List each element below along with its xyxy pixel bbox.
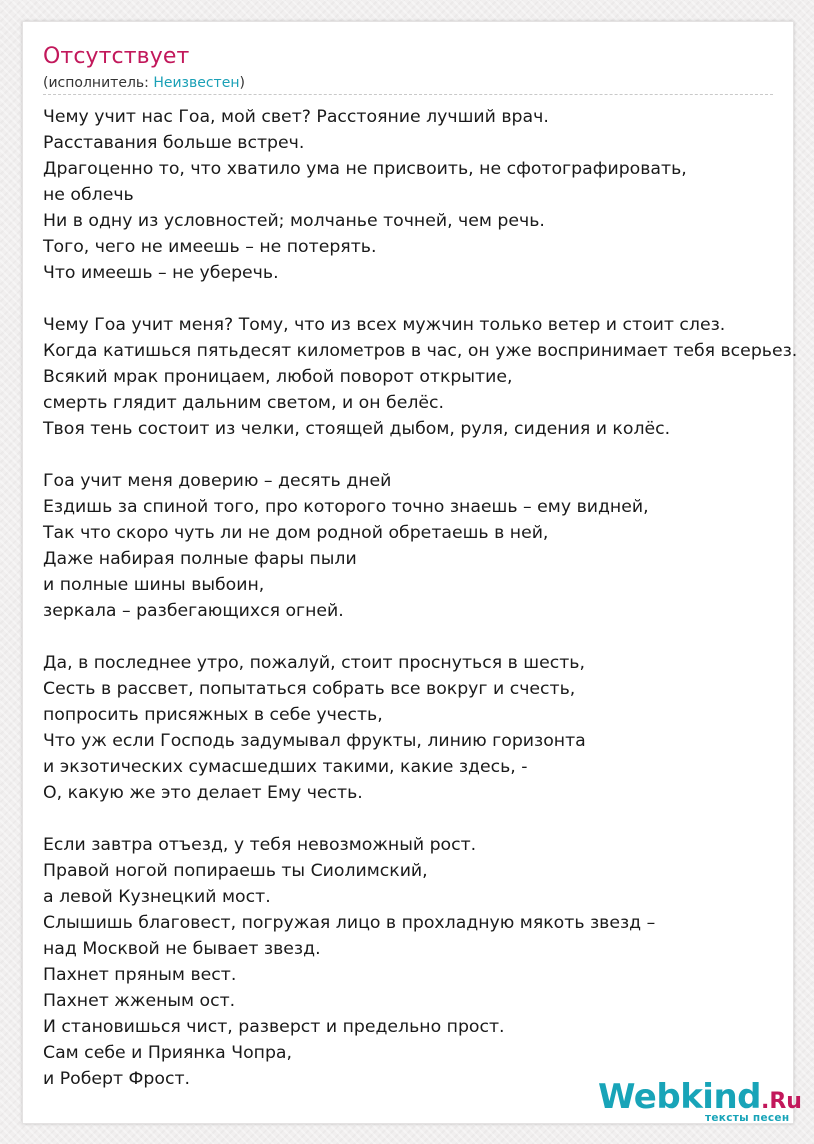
- logo-subtitle: тексты песен: [705, 1112, 790, 1124]
- lyrics-card: [22, 21, 802, 1124]
- lyric-line: Да, в последнее утро, пожалуй, стоит проснуться в шесть,: [43, 653, 585, 673]
- lyric-line: Правой ногой попираешь ты Сиолимский,: [43, 861, 428, 881]
- lyric-line: Всякий мрак проницаем, любой поворот открытие,: [43, 367, 513, 387]
- lyric-line: попросить присяжных в себе учесть,: [43, 705, 383, 725]
- lyric-line: а левой Кузнецкий мост.: [43, 887, 271, 907]
- artist-suffix: ): [239, 75, 245, 91]
- lyric-line: над Москвой не бывает звезд.: [43, 939, 321, 959]
- lyric-line: Слышишь благовест, погружая лицо в прохладную мякоть звезд –: [43, 913, 656, 933]
- lyric-line: Чему Гоа учит меня? Тому, что из всех мужчин только ветер и стоит слез.: [43, 315, 726, 335]
- stanza-gap: [43, 624, 814, 650]
- lyric-line: Что имеешь – не уберечь.: [43, 263, 279, 283]
- lyric-line: Ездишь за спиной того, про которого точно знаешь – ему видней,: [43, 497, 649, 517]
- lyric-line: Сам себе и Приянка Чопра,: [43, 1043, 293, 1063]
- lyric-line: и полные шины выбоин,: [43, 575, 265, 595]
- artist-link[interactable]: Неизвестен: [153, 75, 240, 91]
- lyric-line: Гоа учит меня доверию – десять дней: [43, 471, 392, 491]
- site-logo[interactable]: [598, 1077, 802, 1127]
- lyric-line: Чему учит нас Гоа, мой свет? Расстояние лучший врач.: [43, 107, 549, 127]
- song-title: Отсутствует: [43, 44, 190, 69]
- lyric-line: Что уж если Господь задумывал фрукты, линию горизонта: [43, 731, 586, 751]
- lyric-line: зеркала – разбегающихся огней.: [43, 601, 344, 621]
- lyrics-body: [43, 104, 814, 1092]
- lyric-line: Так что скоро чуть ли не дом родной обретаешь в ней,: [43, 523, 549, 543]
- lyric-line: Расставания больше встреч.: [43, 133, 305, 153]
- lyric-line: и Роберт Фрост.: [43, 1069, 191, 1089]
- logo-main-text: Webkind: [598, 1077, 761, 1117]
- lyric-line: И становишься чист, разверст и предельно прост.: [43, 1017, 505, 1037]
- lyric-line: Когда катишься пятьдесят километров в час, он уже воспринимает тебя всерьез.: [43, 341, 798, 361]
- artist-line: [43, 73, 245, 93]
- lyric-line: Того, чего не имеешь – не потерять.: [43, 237, 377, 257]
- lyric-line: Даже набирая полные фары пыли: [43, 549, 357, 569]
- lyric-line: Если завтра отъезд, у тебя невозможный рост.: [43, 835, 477, 855]
- lyric-line: Пахнет жженым ост.: [43, 991, 236, 1011]
- lyric-line: Твоя тень состоит из челки, стоящей дыбом, руля, сидения и колёс.: [43, 419, 671, 439]
- stanza-gap: [43, 286, 814, 312]
- lyric-line: Ни в одну из условностей; молчанье точней, чем речь.: [43, 211, 545, 231]
- stanza-gap: [43, 806, 814, 832]
- stanza-gap: [43, 442, 814, 468]
- divider: [43, 94, 773, 95]
- lyric-line: О, какую же это делает Ему честь.: [43, 783, 363, 803]
- lyric-line: Драгоценно то, что хватило ума не присвоить, не сфотографировать,: [43, 159, 687, 179]
- lyric-line: и экзотических сумасшедших такими, какие здесь, -: [43, 757, 528, 777]
- lyric-line: не облечь: [43, 185, 134, 205]
- lyric-line: Пахнет пряным вест.: [43, 965, 237, 985]
- lyric-line: Сесть в рассвет, попытаться собрать все вокруг и счесть,: [43, 679, 576, 699]
- lyric-line: смерть глядит дальним светом, и он белёс.: [43, 393, 445, 413]
- logo-tld-text: .Ru: [761, 1089, 802, 1114]
- artist-prefix: (исполнитель:: [43, 75, 154, 91]
